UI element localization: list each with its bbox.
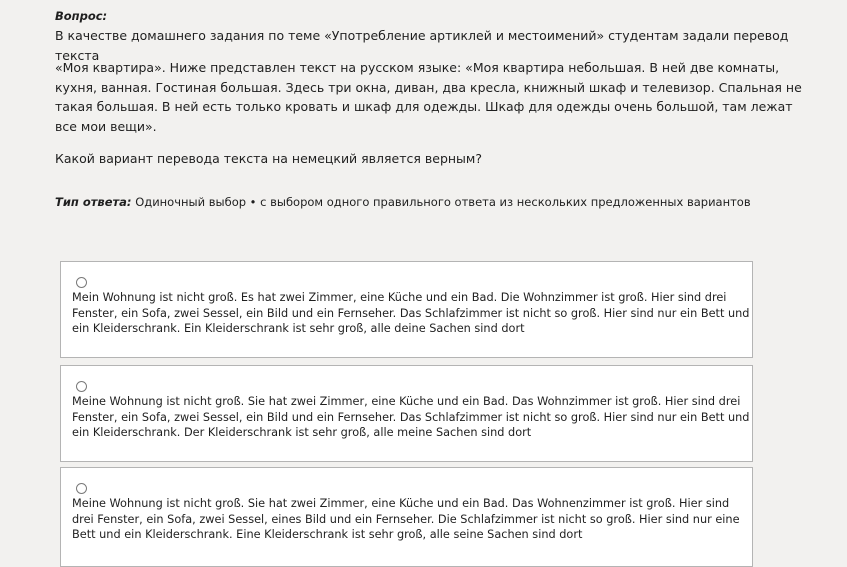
answer-type	[55, 195, 751, 209]
radio-button[interactable]	[76, 381, 87, 392]
radio-button[interactable]	[76, 277, 87, 288]
answer-option[interactable]	[60, 261, 753, 358]
answer-type-label: Тип ответа:	[55, 195, 132, 209]
answer-option-text: Mein Wohnung ist nicht groß. Es hat zwei Zimmer, eine Küche und ein Bad. Die Wohnzimmer ist groß. Hier sind drei Fenster, ein Sofa, zwei Sessel, ein Bild und ein Fernseher. Das Schlafzimmer ist nicht so groß. Hier sind nur ein Bett und ein Kleiderschrank. Ein Kleiderschrank ist sehr groß, alle deine Sachen sind dort	[72, 291, 750, 336]
answer-option-text: Meine Wohnung ist nicht groß. Sie hat zwei Zimmer, eine Küche und ein Bad. Das Wohnenzimmer ist groß. Hier sind drei Fenster, ein Sofa, zwei Sessel, eines Bild und ein Fernseher. Die Schlafzimmer ist nicht so groß. Hier sind nur eine Bett und ein Kleiderschrank. Eine Kleiderschrank ist sehr groß, alle seine Sachen sind dort	[72, 497, 740, 542]
answer-option[interactable]	[60, 365, 753, 462]
question-label: Вопрос:	[55, 9, 108, 23]
radio-button[interactable]	[76, 483, 87, 494]
answer-option-text: Meine Wohnung ist nicht groß. Sie hat zwei Zimmer, eine Küche und ein Bad. Das Wohnzimmer ist groß. Hier sind drei Fenster, ein Sofa, zwei Sessel, ein Bild und ein Fernseher. Das Schlafzimmer ist nicht so groß. Hier sind nur ein Bett und ein Kleiderschrank. Der Kleiderschrank ist sehr groß, alle meine Sachen sind dort	[72, 395, 750, 440]
question-paragraph-prompt: Какой вариант перевода текста на немецкий является верным?	[55, 151, 482, 166]
answer-type-value: Одиночный выбор • с выбором одного правильного ответа из нескольких предложенных вариантов	[135, 195, 751, 209]
question-paragraph-intro: В качестве домашнего задания по теме «Употребление артиклей и местоимений» студентам задали перевод текста	[55, 28, 789, 63]
answer-option[interactable]	[60, 467, 753, 567]
question-paragraph-source-text: «Моя квартира». Ниже представлен текст на русском языке: «Моя квартира небольшая. В ней две комнаты, кухня, ванная. Гостиная большая. Здесь три окна, диван, два кресла, книжный шкаф и телевизор. Спальная не такая большая. В ней есть только кровать и шкаф для одежды. Шкаф для одежды очень большой, там лежат все мои вещи».	[55, 60, 802, 134]
